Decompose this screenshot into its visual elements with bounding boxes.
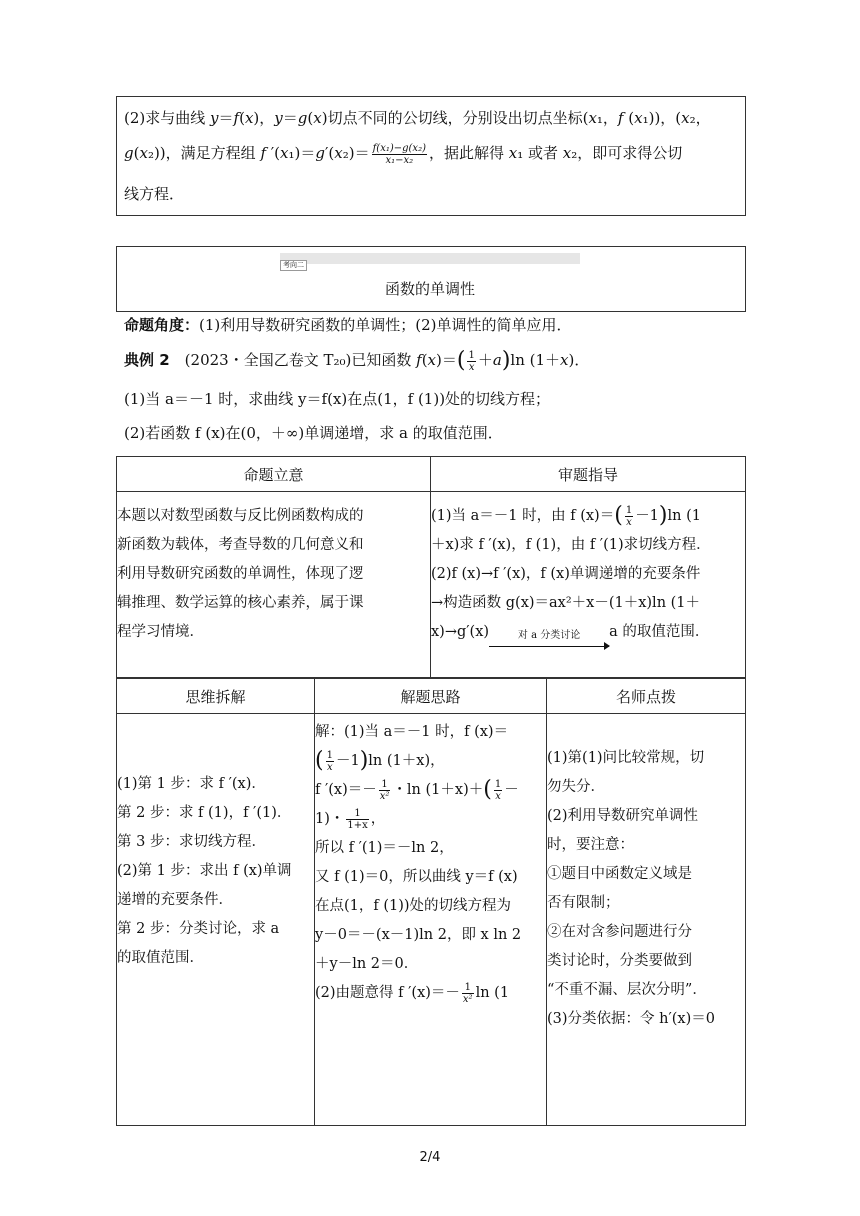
method-note-line-3: 线方程． <box>124 185 185 203</box>
page-number: 2/4 <box>419 1150 441 1165</box>
teacher-tips-cell: (1)第(1)问比较常规，切 勿失分． (2)利用导数研究单调性 时，要注意： ①题目中函数定义域是 否有限制； ②在对含参问题进行分 类讨论时，分类要做到 “不重不漏、层次分明”． (3)分类依据：令 h′(x)＝0 <box>547 714 746 1126</box>
header-reading-guide: 审题指导 <box>431 457 746 492</box>
header-teacher-tips: 名师点拨 <box>547 679 746 714</box>
thinking-breakdown-cell: (1)第 1 步：求 f ′(x)． 第 2 步：求 f (1)，f ′(1)． 第 3 步：求切线方程． (2)第 1 步：求出 f (x)单调 递增的充要条件． 第 2 步：分类讨论，求 a 的取值范围． <box>117 714 315 1126</box>
header-solution-approach: 解题思路 <box>315 679 547 714</box>
section-badge: 考向二 <box>280 253 580 264</box>
section-title: 函数的单调性 <box>384 280 475 298</box>
proposition-angle: 命题角度：(1)利用导数研究函数的单调性；(2)单调性的简单应用． <box>124 316 572 334</box>
proposition-intent-cell: 本题以对数型函数与反比例函数构成的 新函数为载体，考查导数的几何意义和 利用导数研究函数的单调性，体现了逻 辑推理、数学运算的核心素养，属于课 程学习情境． <box>117 492 431 678</box>
header-proposition-intent: 命题立意 <box>117 457 431 492</box>
question-2: (2)若函数 f (x)在(0，＋∞)单调递增，求 a 的取值范围． <box>124 424 503 442</box>
analysis-table <box>116 456 746 678</box>
equation-fraction: $\frac{\text{f(x₁)−g(x₂)}}{\text{x₁−x₂}}$ <box>372 142 426 166</box>
example-statement: 典例 2 (2023・全国乙卷文 T₂₀)已知函数 f(x)＝( $\frac{1}{x}$ ＋a)ln (1＋x)． <box>124 348 590 373</box>
reading-guide-cell: (1)当 a＝－1 时，由 f (x)＝( $\frac{1}{x}$ －1)ln (1 ＋x)求 f ′(x)，f (1)，由 f ′(1)求切线方程． (2)f (x)→f ′(x)，f (x)单调递增的充要条件 →构造函数 g(x)＝ax²＋x－(1＋x)ln (1＋ x)→g′(x) 对 a 分类讨论 a 的取值范围． <box>431 492 746 678</box>
method-note-line-1: (2)求与曲线 y＝f(x)，y＝g(x)切点不同的公切线，分别设出切点坐标(x₁，f (x₁))，(x₂， <box>124 109 711 127</box>
solution-approach-cell: 解：(1)当 a＝－1 时，f (x)＝ ( $\frac{1}{x}$ －1)ln (1＋x)， f ′(x)＝－ $\frac{1}{\text{x²}}$ ・ln (1＋x)＋( $\frac{1}{x}$ － 1)・ $\frac{1}{1+x}$ ， 所以 f ′(1)＝－ln 2， 又 f (1)＝0，所以曲线 y＝f (x) 在点(1，f (1))处的切线方程为 y－0＝－(x－1)ln 2，即 x ln 2 ＋y－ln 2＝0． (2)由题意得 f ′(x)＝－ $\frac{1}{\text{x²}}$ ln (1 <box>315 714 547 1126</box>
method-note-line-2: g(x₂))，满足方程组 f ′(x₁)＝g′(x₂)＝ $\frac{\text{f(x₁)−g(x₂)}}{\text{x₁−x₂}}$ ，据此解得 x₁ 或者 x₂，即可求得公切 <box>124 142 683 166</box>
solution-table <box>116 678 746 1126</box>
header-thinking-breakdown: 思维拆解 <box>117 679 315 714</box>
case-analysis-arrow: 对 a 分类讨论 <box>489 630 609 647</box>
question-1: (1)当 a＝－1 时，求曲线 y＝f(x)在点(1，f (1))处的切线方程； <box>124 390 551 408</box>
